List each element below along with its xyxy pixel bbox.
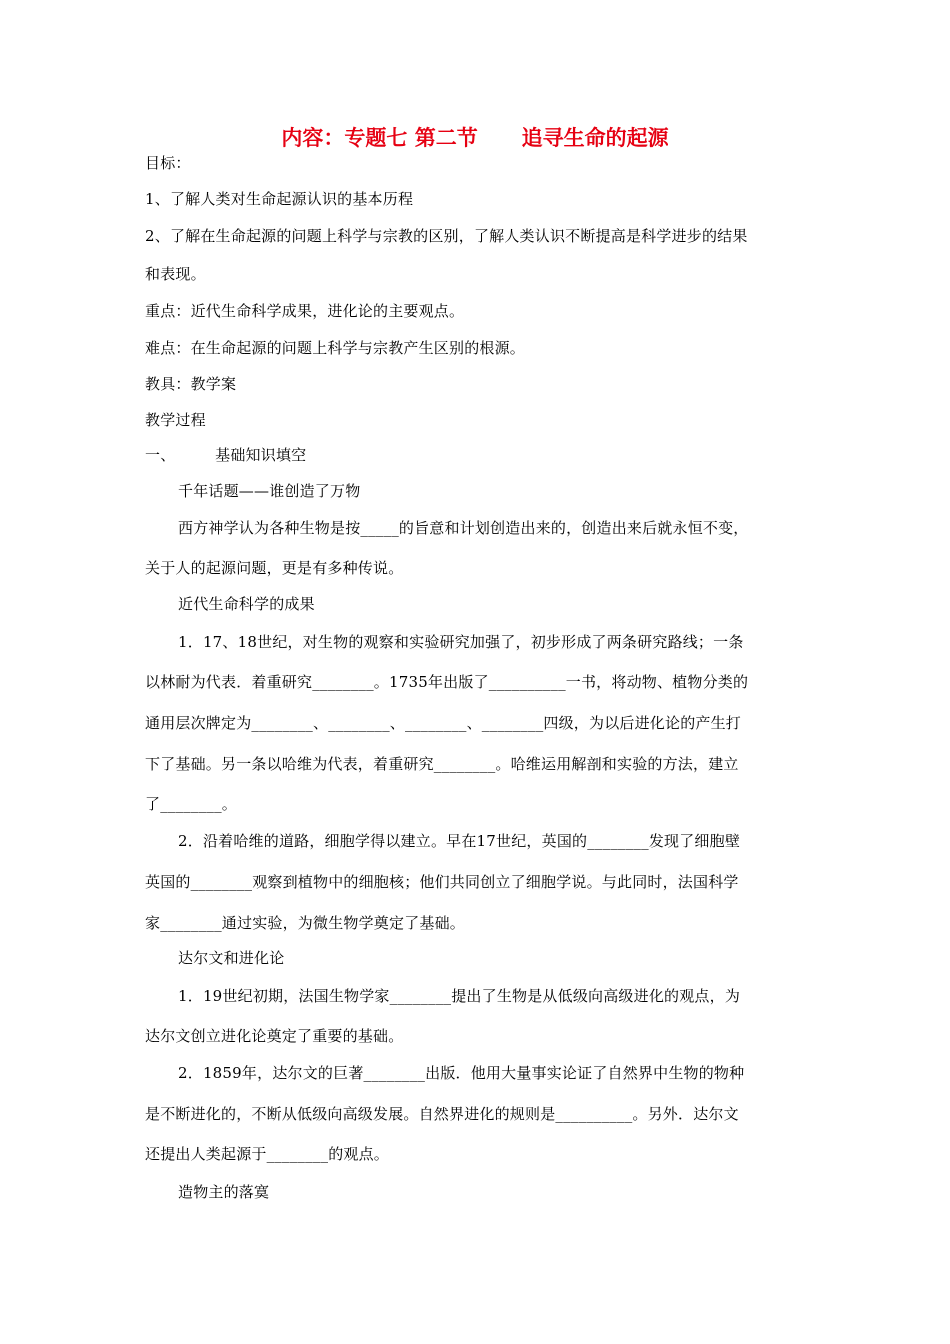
paragraph-line: 英国的________观察到植物中的细胞核；他们共同创立了细胞学说。与此同时，法国科学 [145, 873, 739, 891]
objectives-heading: 目标： [145, 154, 191, 172]
paragraph-line: 以林耐为代表．着重研究________。1735年出版了__________一书，将动物、植物分类的 [145, 673, 749, 691]
subheading-creator-decline: 造物主的落寞 [178, 1183, 270, 1201]
objective-1: 1、了解人类对生命起源认识的基本历程 [145, 190, 414, 208]
objective-2-cont: 和表现。 [145, 265, 206, 283]
subheading-darwin-evolution: 达尔文和进化论 [178, 949, 285, 967]
paragraph-line: 达尔文创立进化论奠定了重要的基础。 [145, 1027, 404, 1045]
subheading-millennium-topic: 千年话题——谁创造了万物 [178, 482, 361, 500]
paragraph-line: 是不断进化的，不断从低级向高级发展。自然界进化的规则是__________。另外．达尔文 [145, 1105, 739, 1123]
section-one-heading: 一、 基础知识填空 [145, 446, 307, 464]
teaching-process-heading: 教学过程 [145, 411, 206, 429]
paragraph-line: 西方神学认为各种生物是按_____的旨意和计划创造出来的，创造出来后就永恒不变， [178, 519, 749, 537]
key-points: 重点：近代生命科学成果，进化论的主要观点。 [145, 302, 465, 320]
paragraph-line: 1．19世纪初期，法国生物学家________提出了生物是从低级向高级进化的观点，为 [178, 987, 741, 1005]
difficult-points: 难点：在生命起源的问题上科学与宗教产生区别的根源。 [145, 339, 526, 357]
objective-2: 2、了解在生命起源的问题上科学与宗教的区别，了解人类认识不断提高是科学进步的结果 [145, 227, 748, 245]
paragraph-line: 通用层次牌定为________、________、________、________四级，为以后进化论的产生打 [145, 714, 742, 732]
paragraph-line: 1．17、18世纪，对生物的观察和实验研究加强了，初步形成了两条研究路线；一条 [178, 633, 744, 651]
paragraph-line: 家________通过实验，为微生物学奠定了基础。 [145, 914, 466, 932]
paragraph-line: 下了基础。另一条以哈维为代表，着重研究________。哈维运用解剖和实验的方法，建立 [145, 755, 739, 773]
paragraph-line: 还提出人类起源于________的观点。 [145, 1145, 390, 1163]
paragraph-line: 2．沿着哈维的道路，细胞学得以建立。早在17世纪，英国的________发现了细胞壁 [178, 832, 741, 850]
document-title: 内容：专题七 第二节 追寻生命的起源 [281, 126, 669, 150]
paragraph-line: 关于人的起源问题，更是有多种传说。 [145, 559, 404, 577]
subheading-modern-life-science: 近代生命科学的成果 [178, 595, 315, 613]
paragraph-line: 了________。 [145, 795, 238, 813]
paragraph-line: 2．1859年，达尔文的巨著________出版．他用大量事实论证了自然界中生物的物种 [178, 1064, 745, 1082]
teaching-aids: 教具：教学案 [145, 375, 237, 393]
